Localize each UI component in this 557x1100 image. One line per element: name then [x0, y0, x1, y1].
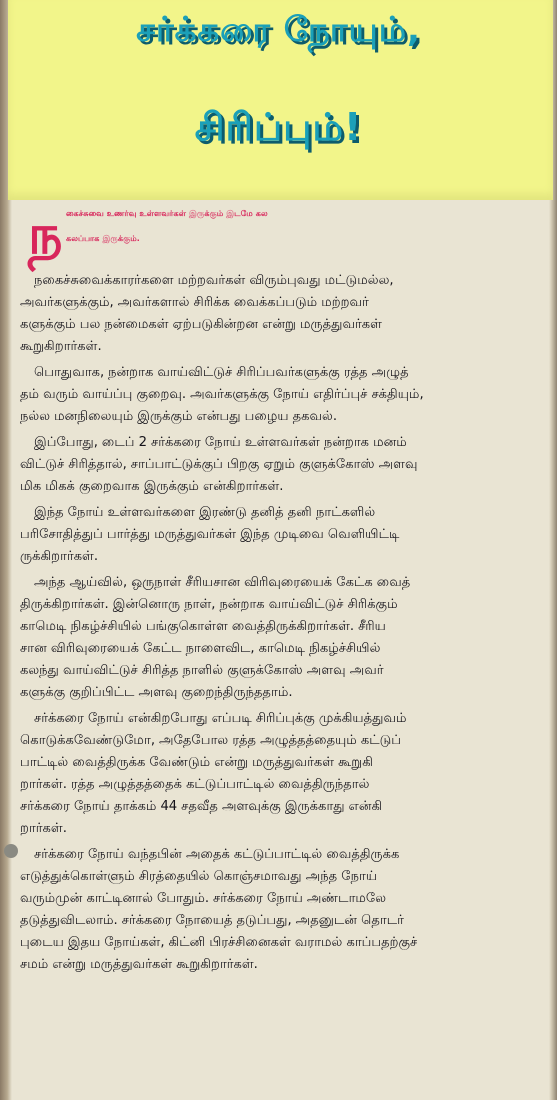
paragraph-1 [20, 270, 548, 358]
margin-dot [4, 844, 18, 858]
text-line: சர்க்கரை நோய் தாக்கம் 44 சதவீத அளவுக்கு இருக்காது என்கி [20, 799, 383, 814]
text-line: பரிசோதித்துப் பார்த்து மருத்துவர்கள் இந்த முடிவை வெளியிட்டி [20, 527, 400, 542]
text-line: திருக்கிறார்கள். இன்னொரு நாள், நன்றாக வாய்விட்டுச் சிரிக்கும் [20, 597, 398, 612]
text-line: சமம் என்று மருத்துவர்கள் கூறுகிறார்கள். [20, 957, 258, 972]
text-line: புடைய இதய நோய்கள், கிட்னி பிரச்சினைகள் வராமல் காப்பதற்குச் [20, 935, 418, 950]
headline-line-1: சர்க்கரை நோயும், [136, 10, 421, 50]
paragraph-6 [20, 708, 548, 840]
text-line: விட்டுச் சிரித்தால், சாப்பாட்டுக்குப் பிறகு ஏறும் குளுக்கோஸ் அளவு [20, 457, 418, 472]
text-line: இந்த நோய் உள்ளவர்களை இரண்டு தனித் தனி நாட்களில் [34, 505, 376, 520]
drop-cap: ந [28, 203, 63, 266]
paragraph-2 [20, 362, 548, 428]
text-line: கூறுகிறார்கள். [20, 339, 102, 354]
text-line: களுக்கும் பல நன்மைகள் ஏற்படுகின்றன என்று மருத்துவர்கள் [20, 317, 382, 332]
text-line: இப்போது, டைப் 2 சர்க்கரை நோய் உள்ளவர்கள் நன்றாக மனம் [34, 435, 407, 450]
article-body [20, 270, 548, 980]
text-line: வரும்முன் காட்டினால் போதும். சர்க்கரை நோய் அண்டாமலே [20, 891, 387, 906]
text-line: சான விரிவுரையைக் கேட்ட நாளைவிட, காமெடி நிகழ்ச்சியில் [20, 641, 381, 656]
lead-line-1: கைச்சுவை உணர்வு உள்ளவர்கள் இருக்கும் இடமே கல [66, 209, 268, 218]
text-line: களுக்கு குறிப்பிட்ட அளவு குறைந்திருந்ததாம். [20, 685, 293, 700]
text-line: மிக மிகக் குறைவாக இருக்கும் என்கிறார்கள். [20, 479, 284, 494]
lead-line-2: கலப்பாக இருக்கும். [66, 234, 141, 243]
text-line: தடுத்துவிடலாம். சர்க்கரை நோயைத் தடுப்பது, அதனுடன் தொடர் [20, 913, 404, 928]
paragraph-5 [20, 572, 548, 704]
text-line: நல்ல மனநிலையும் இருக்கும் என்பது பழைய தகவல். [20, 409, 337, 424]
text-line: தம் வரும் வாய்ப்பு குறைவு. அவர்களுக்கு நோய் எதிர்ப்புச் சக்தியும், [20, 387, 424, 402]
text-line: பாட்டில் வைத்திருக்க வேண்டும் என்று மருத்துவர்கள் கூறுகி [20, 755, 373, 770]
paragraph-7 [20, 844, 548, 976]
paragraph-3 [20, 432, 548, 498]
text-line: காமெடி நிகழ்ச்சியில் பங்குகொள்ள வைத்திருக்கிறார்கள். சீரிய [20, 619, 386, 634]
headline-line-2: சிரிப்பும்! [194, 105, 363, 149]
paragraph-4 [20, 502, 548, 568]
text-line: றார்கள். [20, 821, 67, 836]
text-line: கலந்து வாய்விட்டுச் சிரித்த நாளில் குளுக்கோஸ் அளவு அவர் [20, 663, 384, 678]
text-line: நகைச்சுவைக்காரர்களை மற்றவர்கள் விரும்புவது மட்டுமல்ல, [34, 273, 394, 288]
text-line: சர்க்கரை நோய் வந்தபின் அதைக் கட்டுப்பாட்டில் வைத்திருக்க [34, 847, 400, 862]
text-line: எடுத்துக்கொள்ளும் சிரத்தையில் கொஞ்சமாவது அந்த நோய் [20, 869, 378, 884]
text-line: றார்கள். ரத்த அழுத்தத்தைக் கட்டுப்பாட்டில் வைத்திருந்தால் [20, 777, 370, 792]
text-line: அவர்களுக்கும், அவர்களால் சிரிக்க வைக்கப்படும் மற்றவர் [20, 295, 369, 310]
text-line: சர்க்கரை நோய் என்கிறபோது எப்படி சிரிப்புக்கு முக்கியத்துவம் [34, 711, 407, 726]
text-line: ருக்கிறார்கள். [20, 549, 98, 564]
text-line: அந்த ஆய்வில், ஒருநாள் சீரியசான விரிவுரையைக் கேட்க வைத் [34, 575, 411, 590]
text-line: கொடுக்கவேண்டுமோ, அதேபோல ரத்த அழுத்தத்தையும் கட்டுப் [20, 733, 402, 748]
text-line: பொதுவாக, நன்றாக வாய்விட்டுச் சிரிப்பவர்களுக்கு ரத்த அழுத் [34, 365, 409, 380]
